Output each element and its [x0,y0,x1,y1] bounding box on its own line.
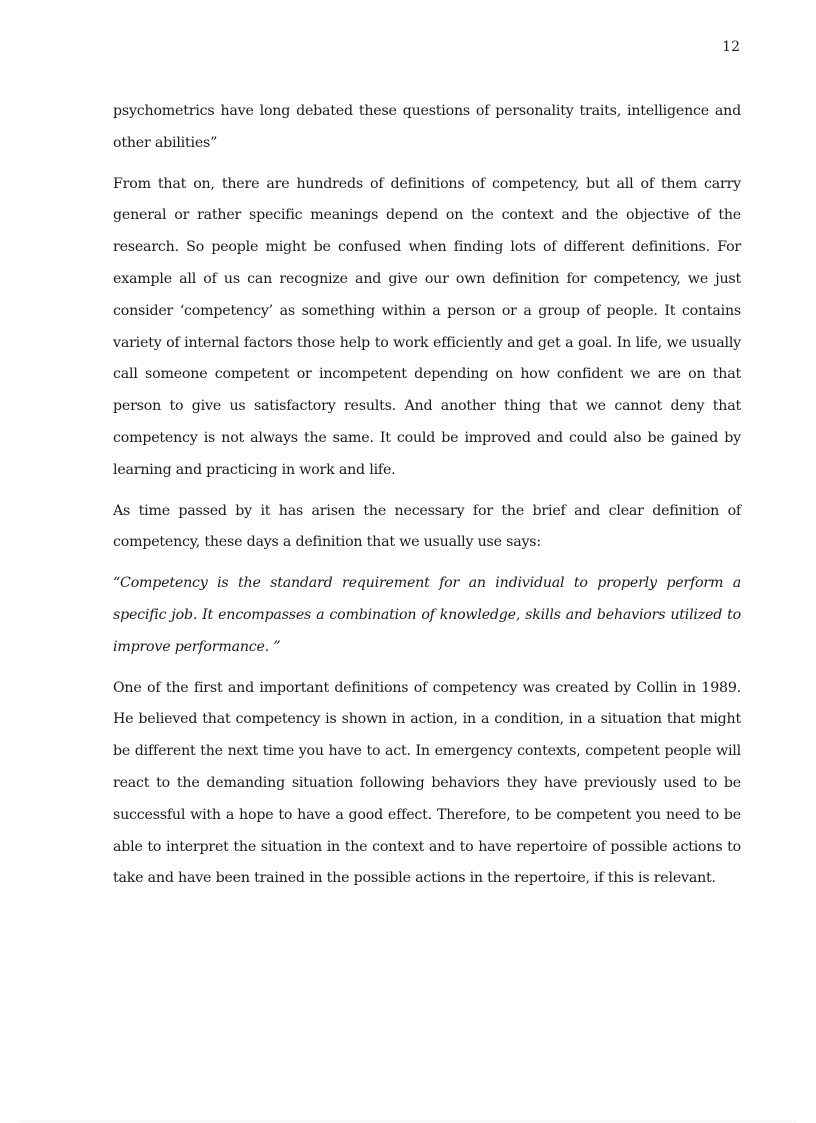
page-number: 12 [722,39,740,55]
body-text [113,96,741,904]
paragraph-definitions-overview: From that on, there are hundreds of definitions of competency, but all of them carry general or rather specific meanings depend on the context and the objective of the research. So people might be confused when finding lots of different definitions. For example all of us can recognize and give our own definition for competency, we just consider ‘competency’ as something within a person or a group of people. It contains variety of internal factors those help to work efficiently and get a goal. In life, we usually call someone competent or incompetent depending on how confident we are on that person to give us satisfactory results. And another thing that we cannot deny that competency is not always the same. It could be improved and could also be gained by learning and practicing in work and life. [113,175,741,478]
paragraph-continuation: psychometrics have long debated these questions of personality traits, intelligence and other abilities” [113,103,741,151]
quote-competency-definition: “Competency is the standard requirement for an individual to properly perform a specific job. It encompasses a combination of knowledge, skills and behaviors utilized to improve performance. ” [113,575,741,655]
paragraph-definition-intro: As time passed by it has arisen the necessary for the brief and clear definition of competency, these days a definition that we usually use says: [113,502,741,551]
paragraph-collin-definition: One of the first and important definitions of competency was created by Collin in 1989. He believed that competency is shown in action, in a condition, in a situation that might be different the next time you have to act. In emergency contexts, competent people will react to the demanding situation following behaviors they have previously used to be successful with a hope to have a good effect. Therefore, to be competent you need to be able to interpret the situation in the context and to have repertoire of possible actions to take and have been trained in the possible actions in the repertoire, if this is relevant. [113,679,741,887]
